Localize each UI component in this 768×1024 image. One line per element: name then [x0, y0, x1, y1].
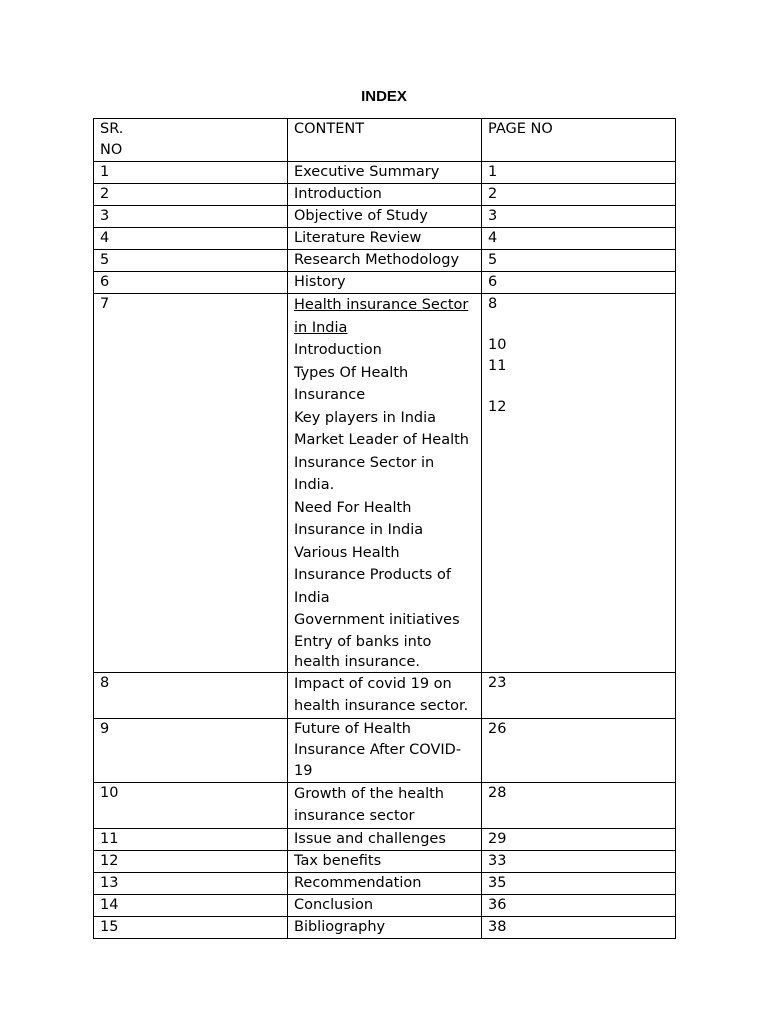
sr-no-cell: 3	[94, 206, 288, 228]
page-number: 8	[488, 296, 498, 312]
sr-no-cell: 12	[94, 850, 288, 872]
table-row	[94, 872, 676, 894]
table-row	[94, 272, 676, 294]
table-row-health-insurance-sector	[94, 294, 676, 673]
sr-no-cell: 14	[94, 894, 288, 916]
content-cell: History	[288, 272, 482, 294]
table-row	[94, 850, 676, 872]
sr-no-cell: 9	[94, 718, 288, 782]
column-header-sr-no: SR. NO	[94, 119, 288, 162]
table-header-row	[94, 119, 676, 162]
sr-no-cell: 1	[94, 162, 288, 184]
content-cell: Research Methodology	[288, 250, 482, 272]
content-cell: Issue and challenges	[288, 828, 482, 850]
sr-no-cell: 4	[94, 228, 288, 250]
subsection-item: Market Leader of Health Insurance Sector in India.	[294, 432, 469, 493]
page-no-cell: 2	[482, 184, 676, 206]
table-row	[94, 718, 676, 782]
content-cell: Impact of covid 19 on health insurance sector.	[288, 672, 482, 718]
spacer	[488, 377, 669, 397]
subsection-item: Types Of Health Insurance	[294, 364, 409, 403]
subsection-item: Introduction	[294, 342, 382, 358]
column-header-page-no: PAGE NO	[482, 119, 676, 162]
page-no-cell: 6	[482, 272, 676, 294]
page-no-cell: 29	[482, 828, 676, 850]
table-row	[94, 228, 676, 250]
sr-no-cell: 13	[94, 872, 288, 894]
page-number: 10	[488, 337, 507, 353]
table-row	[94, 894, 676, 916]
content-cell: Tax benefits	[288, 850, 482, 872]
page-no-cell: 1	[482, 162, 676, 184]
sr-no-cell: 7	[94, 294, 288, 673]
page-title: INDEX	[361, 88, 407, 105]
page-number: 12	[488, 399, 507, 415]
table-row	[94, 782, 676, 828]
page-no-cell: 38	[482, 916, 676, 938]
column-header-content: CONTENT	[288, 119, 482, 162]
page-no-cell: 23	[482, 672, 676, 718]
page-no-cell: 4	[482, 228, 676, 250]
content-cell	[288, 294, 482, 673]
spacer	[488, 315, 669, 335]
subsection-item: Key players in India	[294, 409, 437, 426]
sr-no-cell: 8	[94, 672, 288, 718]
section-heading: Health insurance Sector in India	[294, 297, 469, 336]
content-cell: Conclusion	[288, 894, 482, 916]
page-no-cell: 3	[482, 206, 676, 228]
sr-no-cell: 15	[94, 916, 288, 938]
content-cell: Introduction	[288, 184, 482, 206]
subsection-item: Entry of banks into health insurance.	[294, 633, 432, 670]
subsection-item: Government initiatives	[294, 612, 460, 628]
table-row	[94, 672, 676, 718]
content-cell: Executive Summary	[288, 162, 482, 184]
index-table	[93, 118, 676, 939]
page-no-cell: 26	[482, 718, 676, 782]
sr-no-cell: 2	[94, 184, 288, 206]
sr-no-cell: 11	[94, 828, 288, 850]
page-number: 11	[488, 358, 507, 374]
page-no-cell: 33	[482, 850, 676, 872]
page-no-cell: 28	[482, 782, 676, 828]
table-row	[94, 206, 676, 228]
page-no-cell	[482, 294, 676, 673]
content-cell: Future of Health Insurance After COVID-19	[288, 718, 482, 782]
page-no-cell: 5	[482, 250, 676, 272]
content-cell: Objective of Study	[288, 206, 482, 228]
page-no-cell: 36	[482, 894, 676, 916]
subsection-item: Various Health Insurance Products of India	[294, 544, 451, 606]
table-row	[94, 184, 676, 206]
content-cell: Literature Review	[288, 228, 482, 250]
table-row	[94, 828, 676, 850]
content-cell: Growth of the health insurance sector	[288, 782, 482, 828]
sr-no-cell: 10	[94, 782, 288, 828]
content-cell: Bibliography	[288, 916, 482, 938]
table-row	[94, 162, 676, 184]
sr-no-cell: 5	[94, 250, 288, 272]
content-cell: Recommendation	[288, 872, 482, 894]
subsection-item: Need For Health Insurance in India	[294, 499, 424, 538]
sr-no-cell: 6	[94, 272, 288, 294]
page-no-cell: 35	[482, 872, 676, 894]
table-row	[94, 250, 676, 272]
table-row	[94, 916, 676, 938]
